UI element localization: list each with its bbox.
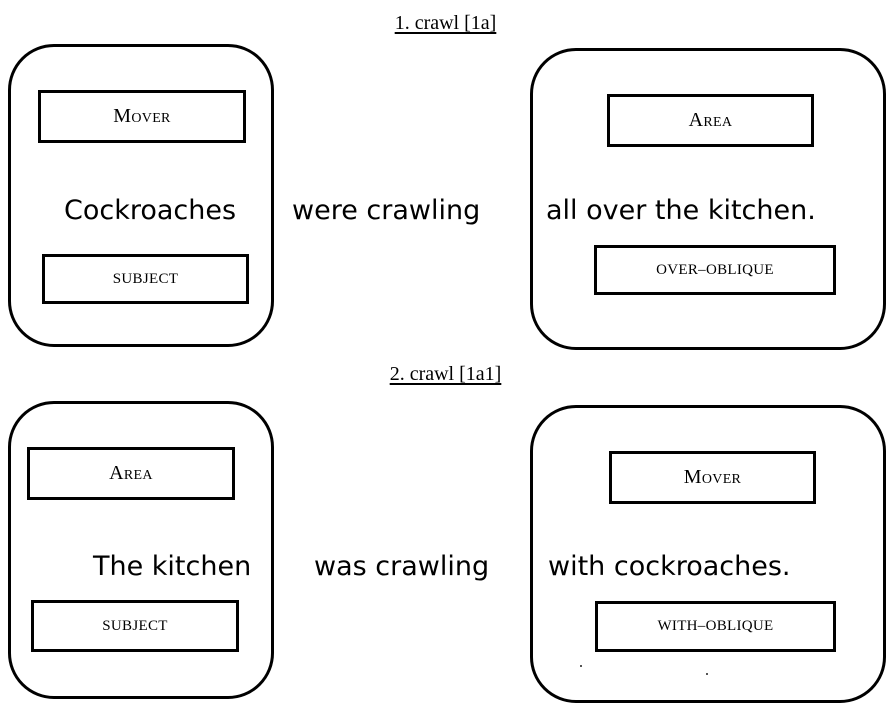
diagram2-function-tag-right [595, 601, 836, 652]
diagram1-heading: 1. crawl [1a] [394, 12, 497, 34]
diagram2-role-tag-left [27, 447, 235, 500]
diagram1-role-tag-right [607, 94, 814, 147]
scan-speck [706, 673, 708, 675]
diagram2-verb-phrase: was crawling [314, 551, 490, 582]
diagram1-function-tag-left-label: SUBJECT [112, 270, 179, 287]
scan-speck [580, 665, 582, 667]
diagram2-function-tag-left-label: SUBJECT [102, 617, 168, 634]
diagram1-role-tag-left [38, 90, 246, 143]
diagram1-function-tag-right [594, 245, 836, 295]
diagram2-role-tag-right-label: Mover [683, 466, 742, 488]
diagram2-role-tag-left-label: Area [109, 462, 153, 484]
diagram2-function-tag-right-label: WITH–OBLIQUE [657, 618, 774, 634]
diagram1-role-tag-right-label: Area [688, 109, 733, 131]
diagram2-oblique-phrase: with cockroaches. [548, 551, 791, 582]
diagram1-role-tag-left-label: Mover [113, 105, 171, 127]
diagram2-heading: 2. crawl [1a1] [389, 363, 502, 385]
diagram2-subject-phrase: The kitchen [93, 551, 252, 582]
diagram1-subject-phrase: Cockroaches [64, 195, 237, 226]
diagram2-function-tag-left [31, 600, 239, 652]
diagram2-subject-box [8, 401, 274, 699]
diagram1-function-tag-left [42, 254, 249, 304]
diagram2-role-tag-right [609, 451, 816, 504]
diagram1-oblique-phrase: all over the kitchen. [546, 195, 816, 226]
diagram1-verb-phrase: were crawling [292, 195, 481, 226]
diagram1-function-tag-right-label: OVER–OBLIQUE [656, 261, 774, 278]
